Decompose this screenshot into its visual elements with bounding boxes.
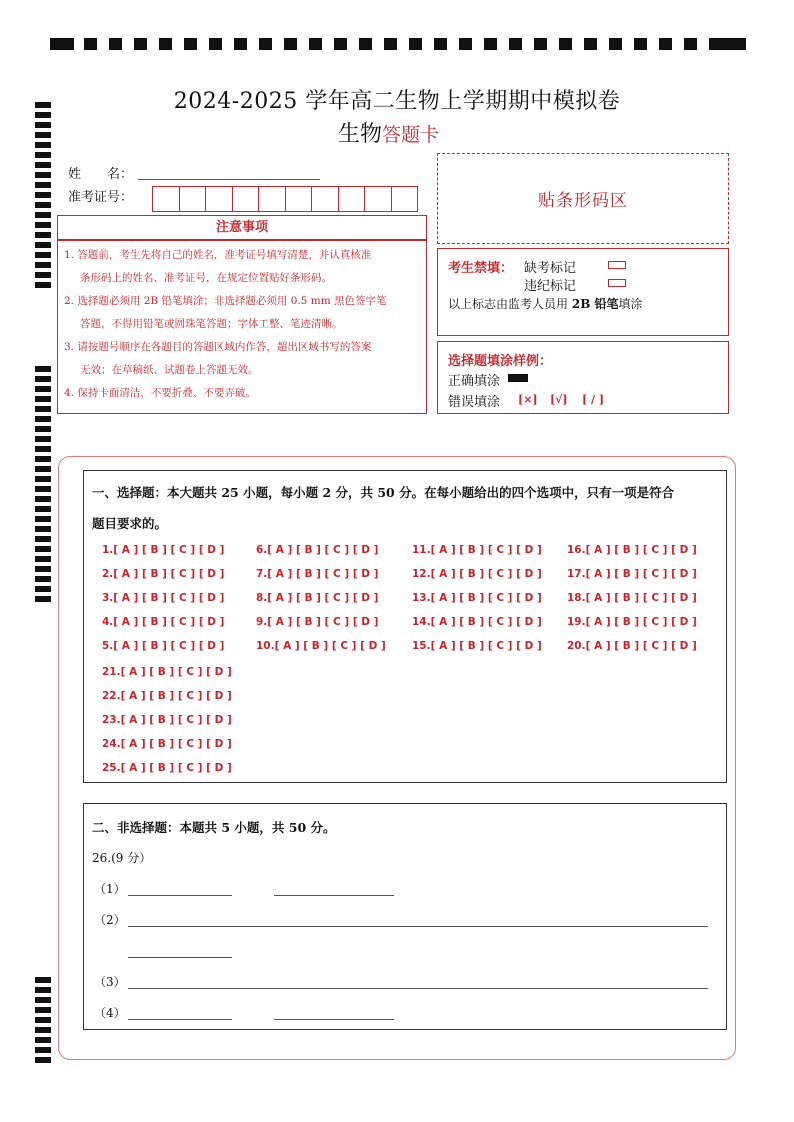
question-number: 17. [567,568,586,580]
answer-bubbles[interactable]: [ A ] [ B ] [ C ] [ D ] [430,616,542,628]
question-number: 5. [102,640,114,652]
part-label: （1） [94,882,126,896]
timing-mark [534,38,547,50]
timing-mark [35,152,51,158]
answer-bubbles[interactable]: [ A ] [ B ] [ C ] [ D ] [430,544,542,556]
question-18-options[interactable] [567,592,697,604]
question-number: 10. [256,640,275,652]
answer-bubbles[interactable]: [ A ] [ B ] [ C ] [ D ] [120,762,232,774]
question-number: 25. [102,762,121,774]
question-12-options[interactable] [412,568,542,580]
name-field[interactable] [138,178,320,180]
notice-line: 条形码上的姓名、准考证号，在规定位置贴好条形码。 [80,272,332,284]
question-number: 22. [102,690,121,702]
answer-line[interactable] [128,987,708,989]
question-5-options[interactable] [102,640,224,652]
timing-mark [35,386,51,392]
answer-bubbles[interactable]: [ A ] [ B ] [ C ] [ D ] [585,616,697,628]
timing-mark [35,566,51,572]
question-number: 21. [102,666,121,678]
forbidden-note [448,295,643,312]
question-number: 12. [412,568,431,580]
timing-mark [35,1037,51,1043]
top-timing-marks [50,38,746,50]
answer-bubbles[interactable]: [ A ] [ B ] [ C ] [ D ] [120,714,232,726]
question-number: 13. [412,592,431,604]
answer-bubbles[interactable]: [ A ] [ B ] [ C ] [ D ] [430,568,542,580]
timing-mark [722,38,746,50]
answer-bubbles[interactable]: [ A ] [ B ] [ C ] [ D ] [267,592,379,604]
question-number: 24. [102,738,121,750]
sample-box [437,341,729,414]
card-label: 答题卡 [382,124,440,146]
timing-mark [35,536,51,542]
question-number: 3. [102,592,114,604]
correct-fill-sample [508,374,528,382]
answer-bubbles[interactable]: [ A ] [ B ] [ C ] [ D ] [267,616,379,628]
timing-mark [35,516,51,522]
question-9-options[interactable] [256,616,378,628]
question-number: 11. [412,544,431,556]
answer-line[interactable] [128,956,232,958]
question-21-options[interactable] [102,666,232,678]
notice-line: 2. 选择题必须用 2B 铅笔填涂；非选择题必须用 0.5 mm 黑色签字笔 [64,295,387,307]
note-prefix: 以上标志由监考人员用 [448,297,569,311]
timing-mark [35,446,51,452]
timing-mark [284,38,297,50]
question-number: 23. [102,714,121,726]
section-multiple-choice [83,470,727,783]
timing-mark [634,38,647,50]
timing-mark [50,38,74,50]
answer-bubbles[interactable]: [ A ] [ B ] [ C ] [ D ] [113,640,225,652]
forbidden-title: 考生禁填： [448,261,514,276]
timing-mark [35,987,51,993]
timing-mark [559,38,572,50]
section1-intro: 一、选择题：本大题共 25 小题，每小题 2 分，共 50 分。在每小题给出的四个选项中，只有一项是符合 [92,485,675,500]
answer-bubbles[interactable]: [ A ] [ B ] [ C ] [ D ] [113,616,225,628]
timing-mark [509,38,522,50]
timing-mark [35,376,51,382]
timing-mark [35,192,51,198]
question-17-options[interactable] [567,568,697,580]
timing-mark [35,252,51,258]
timing-mark [35,526,51,532]
answer-line[interactable] [128,925,708,927]
question-11-options[interactable] [412,544,542,556]
notice-line: 4. 保持卡面清洁，不要折叠、不要弄破。 [64,387,256,399]
answer-bubbles[interactable]: [ A ] [ B ] [ C ] [ D ] [113,544,225,556]
question-10-options[interactable] [256,640,386,652]
timing-mark [35,426,51,432]
question-19-options[interactable] [567,616,697,628]
question-6-options[interactable] [256,544,378,556]
timing-mark [35,172,51,178]
timing-mark [35,282,51,288]
notice-line: 3. 请按题号顺序在各题目的答题区域内作答，超出区域书写的答案 [64,341,372,353]
side-timing-marks-upper [35,102,51,286]
section2-intro: 二、非选择题：本题共 5 小题，共 50 分。 [92,820,336,835]
name-label: 姓 名： [68,167,134,182]
answer-bubbles[interactable]: [ A ] [ B ] [ C ] [ D ] [120,690,232,702]
correct-label: 正确填涂 [448,374,501,389]
timing-mark [35,242,51,248]
question-3-options[interactable] [102,592,224,604]
question-4-options[interactable] [102,616,224,628]
absent-label: 缺考标记 [524,261,577,276]
timing-mark [35,416,51,422]
answer-bubbles[interactable]: [ A ] [ B ] [ C ] [ D ] [430,592,542,604]
timing-mark [35,202,51,208]
timing-mark [35,486,51,492]
violation-label: 违纪标记 [524,279,577,294]
timing-mark [184,38,197,50]
section1-intro-cont: 题目要求的。 [92,516,168,531]
timing-mark [35,366,51,372]
timing-mark [684,38,697,50]
timing-mark [35,546,51,552]
part-label: （4） [94,1006,126,1020]
timing-mark [35,596,51,602]
violation-mark-box[interactable] [608,279,626,287]
question-number: 19. [567,616,586,628]
timing-mark [409,38,422,50]
timing-mark [84,38,97,50]
question-number: 6. [256,544,268,556]
timing-mark [35,1007,51,1013]
timing-mark [659,38,672,50]
question-25-options[interactable] [102,762,232,774]
ticket-number-field[interactable] [152,186,418,212]
timing-mark [35,1027,51,1033]
question-24-options[interactable] [102,738,232,750]
question-22-options[interactable] [102,690,232,702]
question-number: 4. [102,616,114,628]
timing-mark [209,38,222,50]
timing-mark [35,406,51,412]
timing-mark [35,506,51,512]
ticket-label: 准考证号： [68,190,134,205]
question-15-options[interactable] [412,640,542,652]
timing-mark [35,232,51,238]
timing-mark [484,38,497,50]
question-23-options[interactable] [102,714,232,726]
timing-mark [35,586,51,592]
question-13-options[interactable] [412,592,542,604]
timing-mark [709,38,722,50]
timing-mark [35,436,51,442]
question-number: 8. [256,592,268,604]
timing-mark [35,456,51,462]
answer-bubbles[interactable]: [ A ] [ B ] [ C ] [ D ] [120,666,232,678]
notice-line: 无效；在草稿纸、试题卷上答题无效。 [80,364,259,376]
timing-mark [609,38,622,50]
timing-mark [459,38,472,50]
question-number: 9. [256,616,268,628]
timing-mark [134,38,147,50]
answer-bubbles[interactable]: [ A ] [ B ] [ C ] [ D ] [585,640,697,652]
page-title: 2024-2025 学年高二生物上学期期中模拟卷 [173,89,621,114]
wrong-sample-1: [×] [518,393,538,406]
question-16-options[interactable] [567,544,697,556]
wrong-sample-3: [ / ] [582,393,605,406]
note-bold: 2B 铅笔 [571,297,619,311]
part-label: （2） [94,913,126,927]
timing-mark [35,132,51,138]
barcode-label: 贴条形码区 [538,191,628,211]
timing-mark [234,38,247,50]
sample-title: 选择题填涂样例： [448,354,553,369]
question-number: 15. [412,640,431,652]
note-suffix: 填涂 [618,297,643,311]
timing-mark [434,38,447,50]
question-7-options[interactable] [256,568,378,580]
question-number: 1. [102,544,114,556]
absent-mark-box[interactable] [608,261,626,269]
question-number: 16. [567,544,586,556]
part-label: （3） [94,975,126,989]
wrong-label: 错误填涂 [448,395,501,410]
timing-mark [35,1057,51,1063]
timing-mark [35,1017,51,1023]
answer-bubbles[interactable]: [ A ] [ B ] [ C ] [ D ] [585,592,697,604]
answer-bubbles[interactable]: [ A ] [ B ] [ C ] [ D ] [585,568,697,580]
timing-mark [384,38,397,50]
timing-mark [334,38,347,50]
timing-mark [309,38,322,50]
question-number: 14. [412,616,431,628]
notice-body [57,240,427,414]
timing-mark [159,38,172,50]
question-20-options[interactable] [567,640,697,652]
timing-mark [259,38,272,50]
timing-mark [35,556,51,562]
timing-mark [35,997,51,1003]
wrong-sample-2: [√] [550,393,568,406]
timing-mark [35,262,51,268]
timing-mark [35,122,51,128]
section-free-response [83,803,727,1030]
answer-bubbles[interactable]: [ A ] [ B ] [ C ] [ D ] [267,544,379,556]
timing-mark [109,38,122,50]
question-number: 18. [567,592,586,604]
timing-mark [35,576,51,582]
notice-line: 1. 答题前，考生先将自己的姓名，准考证号填写清楚，并认真核准 [64,249,372,261]
notice-title: 注意事项 [57,215,427,240]
notice-line: 答题，不得用铅笔或圆珠笔答题；字体工整、笔迹清晰。 [80,318,343,330]
timing-mark [35,182,51,188]
answer-line[interactable] [128,1018,232,1020]
answer-line[interactable] [128,894,232,896]
question-8-options[interactable] [256,592,378,604]
barcode-area[interactable] [437,153,729,244]
question-number: 20. [567,640,586,652]
answer-bubbles[interactable]: [ A ] [ B ] [ C ] [ D ] [120,738,232,750]
timing-mark [35,476,51,482]
question-2-options[interactable] [102,568,224,580]
answer-bubbles[interactable]: [ A ] [ B ] [ C ] [ D ] [585,544,697,556]
timing-mark [359,38,372,50]
question-1-options[interactable] [102,544,224,556]
timing-mark [35,396,51,402]
answer-bubbles[interactable]: [ A ] [ B ] [ C ] [ D ] [274,640,386,652]
answer-bubbles[interactable]: [ A ] [ B ] [ C ] [ D ] [113,592,225,604]
timing-mark [35,466,51,472]
q26-label: 26.(9 分） [92,851,152,865]
timing-mark [35,142,51,148]
question-number: 2. [102,568,114,580]
timing-mark [35,496,51,502]
timing-mark [35,1047,51,1053]
answer-line[interactable] [274,1018,394,1020]
question-14-options[interactable] [412,616,542,628]
timing-mark [35,222,51,228]
answer-bubbles[interactable]: [ A ] [ B ] [ C ] [ D ] [430,640,542,652]
answer-bubbles[interactable]: [ A ] [ B ] [ C ] [ D ] [113,568,225,580]
subject-label: 生物 [338,122,383,147]
answer-line[interactable] [274,894,394,896]
answer-bubbles[interactable]: [ A ] [ B ] [ C ] [ D ] [267,568,379,580]
timing-mark [35,977,51,983]
page-subtitle [338,117,439,148]
timing-mark [584,38,597,50]
side-timing-marks-middle [35,366,51,600]
timing-mark [35,212,51,218]
forbidden-box [437,248,729,336]
timing-mark [35,272,51,278]
question-number: 7. [256,568,268,580]
timing-mark [35,162,51,168]
side-timing-marks-lower [35,977,51,1063]
